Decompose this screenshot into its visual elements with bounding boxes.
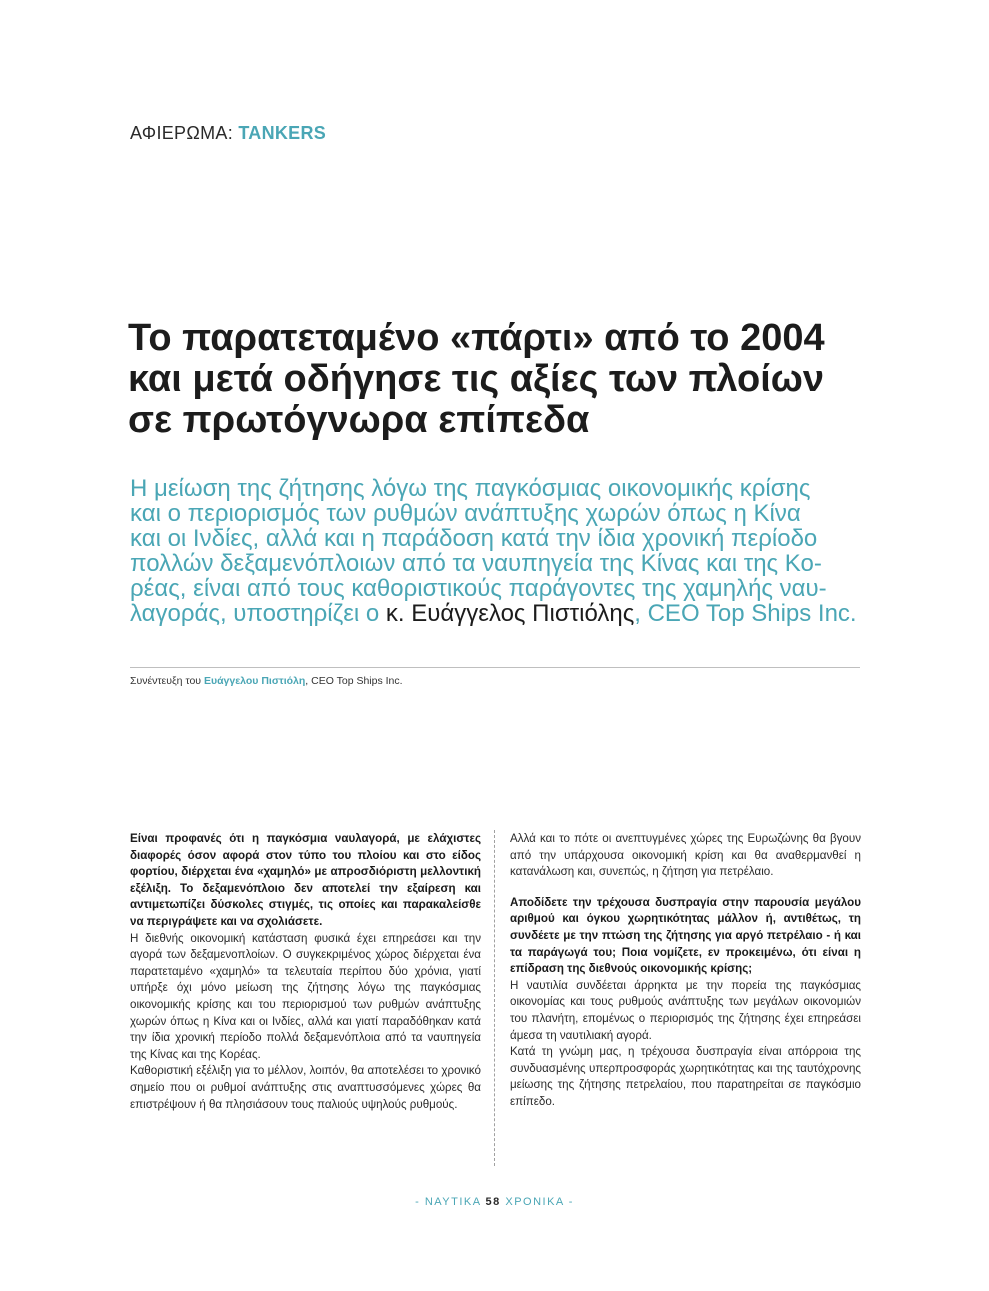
lede-last-line [130,601,860,626]
divider [130,667,860,668]
interviewee-name: κ. Ευάγγελος Πιστιόλης [385,600,635,627]
footer-right: ΧΡΟΝΙΚΑ - [500,1196,574,1208]
byline [130,675,403,687]
lede-line: και ο περιορισμός των ρυθμών ανάπτυξης χωρών όπως η Κίνα [130,500,801,527]
section-label [130,123,326,144]
article-headline [128,318,868,441]
interview-answer: Κατά τη γνώμη μας, η τρέχουσα δυσπραγία είναι απόρροια της συνδυασμένης υπερπροσφοράς χωρητικότητας και της ταυτόχρονης μείωσης της ζήτησης πετρελαίου, που παρατηρείται σε παγκόσμιο επίπεδο. [510,1045,861,1108]
interview-question: Αποδίδετε την τρέχουσα δυσπραγία στην παρουσία μεγάλου αριθμού και όγκου χωρητικότητας μάλλον ή, αντιθέτως, τη συνδέετε με την πτώση της ζήτησης για αργό πετρέλαιο - ή και τα παράγωγά του; Ποια νομίζετε, εν προκειμένω, ότι είναι η επίδραση της διεθνούς οικονομικής κρίσης; [510,895,861,976]
article-lede [130,476,860,626]
interview-answer: Καθοριστική εξέλιξη για το μέλλον, λοιπόν, θα αποτελέσει το χρονικό σημείο που οι ρυθμοί ανάπτυξης στις αναπτυσσόμενες χώρες θα επιστρέψουν ή θα πλησιάσουν τους παλιούς υψηλούς ρυθμούς. [130,1064,481,1111]
byline-name: Ευάγγελου Πιστιόλη [203,675,306,687]
headline-line: σε πρωτόγνωρα επίπεδα [128,399,590,441]
lede-line: Η μείωση της ζήτησης λόγω της παγκόσμιας οικονομικής κρίσης [130,475,811,502]
interview-answer: Αλλά και το πότε οι ανεπτυγμένες χώρες της Ευρωζώνης θα βγουν από την υπάρχουσα οικονομική κρίση και θα αναθερμανθεί η κατανάλωση και, συνεπώς, η ζήτηση για πετρέλαιο. [510,832,861,879]
headline-line: Το παρατεταμένο «πάρτι» από το 2004 [128,317,825,359]
headline-line: και μετά οδήγησε τις αξίες των πλοίων [128,358,824,400]
section-label-prefix: ΑΦΙΕΡΩΜΑ: [130,123,239,143]
section-topic: TANKERS [238,123,327,143]
paragraph-gap [510,881,861,895]
body-column-right [510,831,861,1111]
column-separator [494,830,495,1166]
lede-line: ρέας, είναι από τους καθοριστικούς παράγοντες της χαμηλής ναυ- [130,575,827,602]
page-footer [0,1196,989,1208]
byline-prefix: Συνέντευξη του [130,675,204,687]
footer-left: - ΝΑΥΤΙΚΑ [415,1196,486,1208]
byline-suffix: , CEO Top Ships Inc. [305,675,403,687]
body-column-left [130,831,481,1113]
interview-question: Είναι προφανές ότι η παγκόσμια ναυλαγορά, με ελάχιστες διαφορές όσον αφορά στον τύπο του πλοίου και στο είδος φορτίου, διέρχεται ένα «χαμηλό» με απροσδιόριστη μελλοντική εξέλιξη. Το δεξαμενόπλοιο δεν αποτελεί την εξαίρεση και αντιμετωπίζει δύσκολες στιγμές, τις οποίες και παρακαλείσθε να περιγράψετε και να σχολιάσετε. [130,832,481,928]
lede-last-suffix: , CEO Top Ships Inc. [634,600,857,627]
lede-line: και οι Ινδίες, αλλά και η παράδοση κατά την ίδια χρονική περίοδο [130,525,818,552]
interview-answer: Η διεθνής οικονομική κατάσταση φυσικά έχει επηρεάσει και την αγορά των δεξαμενοπλοίων. Ο συγκεκριμένος χώρος διέρχεται ένα παρατεταμένο «χαμηλό» τα τελευταία περίπου δύο χρόνια, γιατί υπήρξε όχι μόνο μείωση της ζήτησης λόγω της παγκόσμιας οικονομικής κρίσης και του περιορισμού των ρυθμών ανάπτυξης χωρών όπως η Κίνα και οι Ινδίες, αλλά και γιατί παραδόθηκαν κατά την ίδια χρονική περίοδο πολλά δεξαμενόπλοια από τα ναυπηγεία της Κίνας και της Κορέας. [130,931,481,1061]
interview-answer: Η ναυτιλία συνδέεται άρρηκτα με την πορεία της παγκόσμιας οικονομίας και τους ρυθμούς ανάπτυξης των μεγάλων οικονομιών του πλανήτη, επομένως ο περιορισμός της ζήτησης έχει επηρεάσει άμεσα τη ναυτιλιακή αγορά. [510,978,861,1042]
lede-line: πολλών δεξαμενόπλοιων από τα ναυπηγεία της Κίνας και της Κο- [130,550,822,577]
page-number: 58 [485,1196,501,1208]
lede-last-prefix: λαγοράς, υποστηρίζει ο [130,600,386,627]
